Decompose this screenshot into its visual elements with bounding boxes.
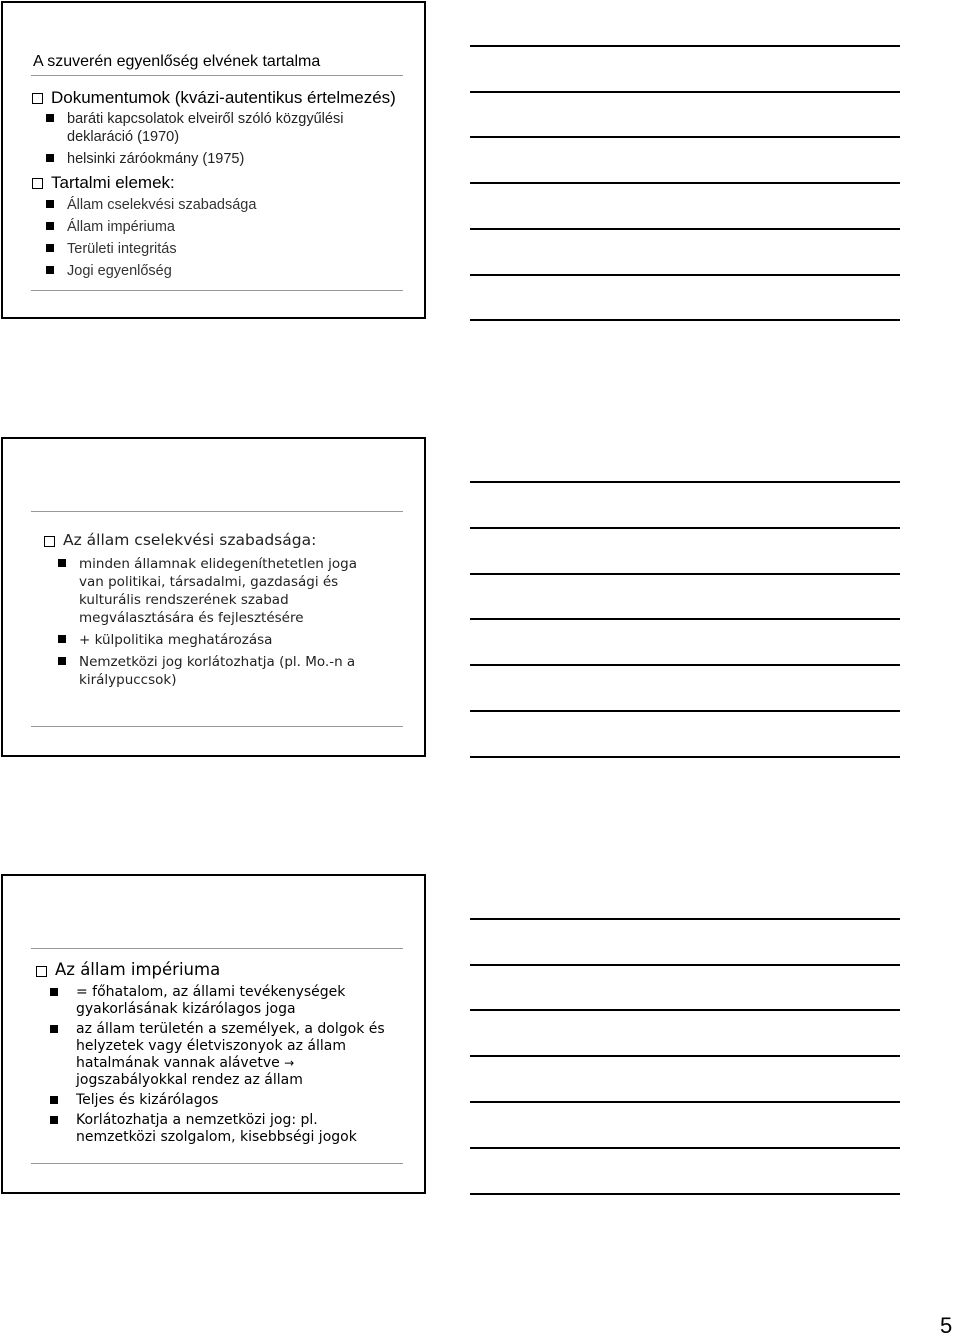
list-item: Az állam cselekvési szabadsága:	[41, 530, 381, 550]
list-item: = főhatalom, az állami tevékenységek gyakorlásának kizárólagos joga	[33, 984, 398, 1018]
note-line	[470, 274, 900, 276]
slide-3	[1, 874, 426, 1194]
note-line	[470, 756, 900, 758]
bottom-divider	[31, 726, 403, 727]
slide-title: A szuverén egyenlőség elvének tartalma	[33, 53, 321, 70]
note-line	[470, 573, 900, 575]
list-item: minden államnak elidegeníthetetlen joga van politikai, társadalmi, gazdasági és kulturális rendszerének szabad megválasztására és fejlesztésére	[41, 555, 381, 627]
note-line	[470, 136, 900, 138]
list-item: Területi integritás	[29, 240, 409, 258]
note-line	[470, 45, 900, 47]
note-line	[470, 182, 900, 184]
note-line	[470, 710, 900, 712]
slide-2	[1, 437, 426, 757]
list-item: Teljes és kizárólagos	[33, 1092, 398, 1109]
list-item: az állam területén a személyek, a dolgok és helyzetek vagy életviszonyok az állam hatalmának vannak alávetve → jogszabályokkal rendez az állam	[33, 1021, 398, 1089]
list-item: Dokumentumok (kvázi-autentikus értelmezés)	[29, 87, 409, 108]
list-item: Állam impériuma	[29, 218, 409, 236]
bottom-divider	[31, 1163, 403, 1164]
note-line	[470, 918, 900, 920]
list-item: + külpolitika meghatározása	[41, 631, 381, 649]
note-line	[470, 228, 900, 230]
note-line	[470, 481, 900, 483]
note-line	[470, 964, 900, 966]
list-item: Az állam impériuma	[33, 960, 398, 980]
list-item: Tartalmi elemek:	[29, 172, 409, 193]
note-line	[470, 1193, 900, 1195]
bullet-list	[41, 530, 381, 689]
note-line	[470, 1147, 900, 1149]
list-item: Jogi egyenlőség	[29, 262, 409, 280]
list-item: Korlátozhatja a nemzetközi jog: pl. nemzetközi szolgalom, kisebbségi jogok	[33, 1112, 398, 1146]
note-line	[470, 618, 900, 620]
note-line	[470, 664, 900, 666]
slide-1	[1, 1, 426, 319]
title-divider	[31, 948, 403, 949]
page-number: 5	[940, 1313, 953, 1338]
arrow-icon: →	[284, 1056, 295, 1070]
list-item: Állam cselekvési szabadsága	[29, 196, 409, 214]
bullet-list	[33, 960, 398, 1146]
note-line	[470, 1009, 900, 1011]
title-divider	[31, 511, 403, 512]
bottom-divider	[31, 290, 403, 291]
list-item: Nemzetközi jog korlátozhatja (pl. Mo.-n a királypuccsok)	[41, 653, 381, 689]
list-item: baráti kapcsolatok elveiről szóló közgyűlési deklaráció (1970)	[29, 110, 409, 146]
note-line	[470, 319, 900, 321]
note-line	[470, 1055, 900, 1057]
list-item: helsinki záróokmány (1975)	[29, 150, 409, 168]
note-line	[470, 1101, 900, 1103]
note-line	[470, 527, 900, 529]
note-line	[470, 91, 900, 93]
title-divider	[31, 75, 403, 76]
bullet-list	[29, 87, 409, 280]
